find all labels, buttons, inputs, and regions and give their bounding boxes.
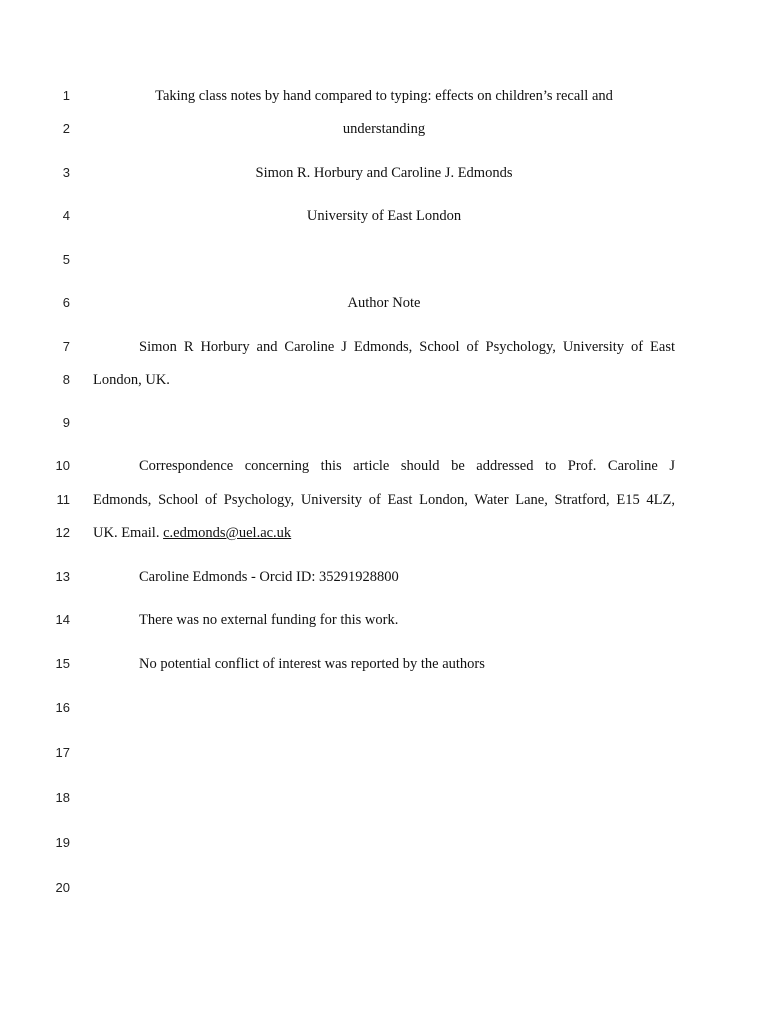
funding-statement: There was no external funding for this work. <box>139 612 399 628</box>
line-number: 17 <box>55 745 70 760</box>
line-number: 5 <box>62 252 70 267</box>
line-number: 15 <box>55 656 70 671</box>
line-number: 3 <box>62 165 70 180</box>
line-number: 19 <box>55 835 70 850</box>
line-number: 18 <box>55 790 70 805</box>
line-number: 6 <box>62 295 70 310</box>
title-line-1: Taking class notes by hand compared to typing: effects on children’s recall and <box>155 88 613 104</box>
line-number: 7 <box>62 339 70 354</box>
line-number: 8 <box>62 372 70 387</box>
conflict-statement: No potential conflict of interest was reported by the authors <box>139 656 485 672</box>
author-note-para1-line2: London, UK. <box>93 372 170 388</box>
line-number: 20 <box>55 880 70 895</box>
correspondence-line2: Edmonds, School of Psychology, University of East London, Water Lane, Stratford, E15 4LZ, <box>93 492 675 508</box>
title-line-2: understanding <box>342 121 426 137</box>
line-number: 14 <box>55 612 70 627</box>
line-number: 11 <box>56 492 70 507</box>
email-link[interactable]: c.edmonds@uel.ac.uk <box>163 525 292 541</box>
line-number: 4 <box>62 208 70 223</box>
line-number: 2 <box>62 121 70 136</box>
line-number: 12 <box>55 525 70 540</box>
affiliation: University of East London <box>306 208 462 224</box>
line-number: 13 <box>55 569 70 584</box>
orcid-line: Caroline Edmonds - Orcid ID: 35291928800 <box>139 569 399 585</box>
email-label: UK. Email. <box>93 525 164 541</box>
author-note-para1-line1: Simon R Horbury and Caroline J Edmonds, School of Psychology, University of East <box>139 339 675 355</box>
correspondence-line1: Correspondence concerning this article should be addressed to Prof. Caroline J <box>139 458 675 474</box>
line-number: 1 <box>62 88 70 103</box>
line-number: 9 <box>62 415 70 430</box>
authors: Simon R. Horbury and Caroline J. Edmonds <box>255 165 513 181</box>
author-note-heading: Author Note <box>347 295 421 311</box>
line-number: 16 <box>55 700 70 715</box>
correspondence-line3 <box>93 524 675 542</box>
line-number: 10 <box>55 458 70 473</box>
